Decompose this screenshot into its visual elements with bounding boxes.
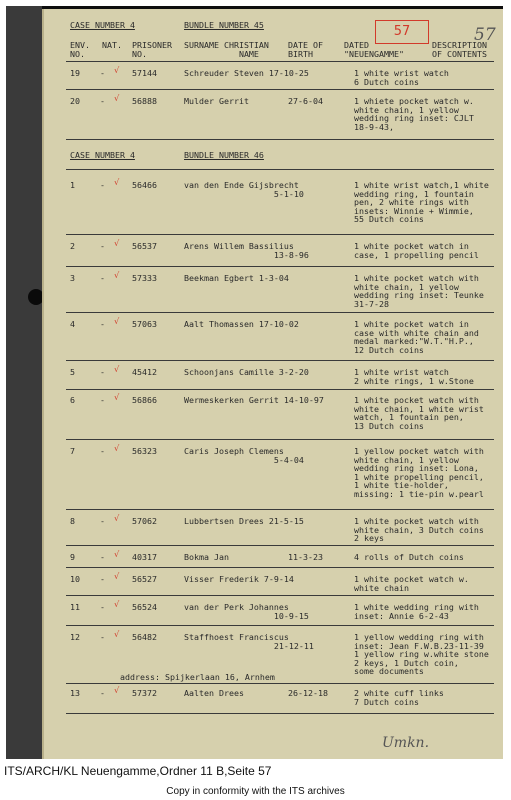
contents-description: 1 white pocket watch with white chain, 1 white wrist watch, 1 fountain pen, 13 Dutch coins [354,395,484,431]
nationality: - [100,241,105,251]
nationality: - [100,319,105,329]
env-number: 10 [70,574,80,584]
document-paper [42,9,503,759]
env-number: 2 [70,241,75,251]
nationality: - [100,367,105,377]
contents-description: 1 white pocket watch w. white chain [354,574,469,593]
check-mark: √ [114,93,120,103]
contents-description: 1 white pocket watch with white chain, 1 yellow wedding ring inset: Teunke 31-7-28 [354,273,484,309]
check-mark: √ [114,270,120,280]
contents-description: 1 white pocket watch with white chain, 3 Dutch coins 2 keys [354,516,484,544]
row-rule [66,545,494,546]
birth-date: 26-12-18 [288,688,328,698]
prisoner-name: van der Perk Johannes 10-9-15 [184,602,309,621]
nationality: - [100,688,105,698]
row-rule [66,234,494,235]
row-rule [66,439,494,440]
prisoner-number: 57372 [132,688,157,698]
contents-description: 1 white wrist watch 2 white rings, 1 w.Stone [354,367,474,386]
prisoner-name: Mulder Gerrit [184,96,249,106]
contents-description: 1 white pocket watch in case, 1 propelling pencil [354,241,479,260]
row-rule [66,360,494,361]
check-mark: √ [114,513,120,523]
check-mark: √ [114,316,120,326]
col-env-no: ENV. NO. [70,40,90,59]
prisoner-number: 56466 [132,180,157,190]
contents-description: 1 white pocket watch in case with white chain and medal marked:"W.T."H.P., 12 Dutch coins [354,319,479,355]
contents-description: 4 rolls of Dutch coins [354,552,464,562]
prisoner-number: 56537 [132,241,157,251]
nationality: - [100,602,105,612]
prisoner-number: 56524 [132,602,157,612]
env-number: 3 [70,273,75,283]
row-rule [66,509,494,510]
prisoner-name: Arens Willem Bassilius 13-8-96 [184,241,309,260]
birth-date: 11-3-23 [288,552,323,562]
env-number: 19 [70,68,80,78]
env-number: 6 [70,395,75,405]
check-mark: √ [114,443,120,453]
prisoner-number: 56866 [132,395,157,405]
check-mark: √ [114,599,120,609]
prisoner-number: 57062 [132,516,157,526]
prisoner-number: 57063 [132,319,157,329]
bundle-number-heading-2: BUNDLE NUMBER 46 [184,150,264,160]
row-rule [66,595,494,596]
check-mark: √ [114,571,120,581]
col-birth: DATE OF BIRTH [288,40,323,59]
row-rule [66,266,494,267]
row-rule [66,89,494,90]
env-number: 9 [70,552,75,562]
row-rule [66,389,494,390]
check-mark: √ [114,65,120,75]
header-rule [66,61,494,62]
contents-description: 2 white cuff links 7 Dutch coins [354,688,444,707]
row-rule [66,169,494,170]
contents-description: 1 white wrist watch,1 white wedding ring, 1 fountain pen, 2 white rings with insets: Winnie + Wimmie, 55 Dutch coins [354,180,489,225]
col-prisoner-no: PRISONER NO. [132,40,172,59]
check-mark: √ [114,392,120,402]
check-mark: √ [114,549,120,559]
col-name: SURNAME CHRISTIAN NAME [184,40,269,59]
contents-description: 1 white wrist watch 6 Dutch coins [354,68,449,87]
prisoner-name: Lubbertsen Drees 21-5-15 [184,516,304,526]
env-number: 8 [70,516,75,526]
prisoner-name: Bokma Jan [184,552,229,562]
col-description: DESCRIPTION OF CONTENTS [432,40,487,59]
env-number: 11 [70,602,80,612]
prisoner-name: Caris Joseph Clemens 5-4-04 [184,446,304,465]
address-line: address: Spijkerlaan 16, Arnhem [120,672,275,682]
row-rule [66,312,494,313]
prisoner-name: Wermeskerken Gerrit 14-10-97 [184,395,324,405]
check-mark: √ [114,177,120,187]
nationality: - [100,180,105,190]
nationality: - [100,516,105,526]
contents-description: 1 yellow wedding ring with inset: Jean F.W.B.23-11-39 1 yellow ring w.white stone 2 keys, 1 Dutch coin, some documents [354,632,489,677]
row-rule [66,139,494,140]
nationality: - [100,68,105,78]
case-number-heading-2: CASE NUMBER 4 [70,150,135,160]
case-number-heading: CASE NUMBER 4 [70,20,135,30]
prisoner-number: 57333 [132,273,157,283]
env-number: 5 [70,367,75,377]
pencil-page-number: 57 [474,25,496,45]
nationality: - [100,632,105,642]
page-number-stamp: 57 [375,20,429,44]
binder-edge [6,6,42,759]
prisoner-name: Schoonjans Camille 3-2-20 [184,367,309,377]
nationality: - [100,96,105,106]
env-number: 13 [70,688,80,698]
env-number: 12 [70,632,80,642]
copy-note: Copy in conformity with the ITS archives [166,786,345,797]
prisoner-number: 57144 [132,68,157,78]
env-number: 7 [70,446,75,456]
col-dated: DATED "NEUENGAMME" [344,40,404,59]
birth-date: 27-6-04 [288,96,323,106]
row-rule [66,567,494,568]
check-mark: √ [114,629,120,639]
contents-description: 1 white wedding ring with inset: Annie 6-2-43 [354,602,479,621]
env-number: 1 [70,180,75,190]
prisoner-name: Aalten Drees [184,688,244,698]
check-mark: √ [114,238,120,248]
nationality: - [100,446,105,456]
row-rule [66,683,494,684]
nationality: - [100,273,105,283]
env-number: 20 [70,96,80,106]
row-rule [66,713,494,714]
nationality: - [100,552,105,562]
prisoner-number: 56527 [132,574,157,584]
prisoner-number: 56482 [132,632,157,642]
prisoner-name: Beekman Egbert 1-3-04 [184,273,289,283]
scanned-page [6,6,503,759]
archive-reference: ITS/ARCH/KL Neuengamme,Ordner 11 B,Seite 57 [4,764,272,778]
prisoner-name: Visser Frederik 7-9-14 [184,574,294,584]
contents-description: 1 whiete pocket watch w. white chain, 1 yellow wedding ring inset: CJLT 18-9-43, [354,96,474,132]
nationality: - [100,395,105,405]
prisoner-name: Aalt Thomassen 17-10-02 [184,319,299,329]
prisoner-number: 56323 [132,446,157,456]
col-nat: NAT. [102,40,122,50]
row-rule [66,625,494,626]
env-number: 4 [70,319,75,329]
prisoner-number: 45412 [132,367,157,377]
check-mark: √ [114,364,120,374]
prisoner-name: Staffhoest Franciscus 21-12-11 [184,632,314,651]
nationality: - [100,574,105,584]
signature: Umkn. [382,735,430,751]
contents-description: 1 yellow pocket watch with white chain, 1 yellow wedding ring inset: Lona, 1 white propelling pencil, 1 white tie-holder, missing: 1 tie-pin w.pearl [354,446,484,499]
prisoner-name: Schreuder Steven 17-10-25 [184,68,309,78]
prisoner-name: van den Ende Gijsbrecht 5-1-10 [184,180,304,199]
prisoner-number: 40317 [132,552,157,562]
prisoner-number: 56888 [132,96,157,106]
check-mark: √ [114,685,120,695]
bundle-number-heading: BUNDLE NUMBER 45 [184,20,264,30]
